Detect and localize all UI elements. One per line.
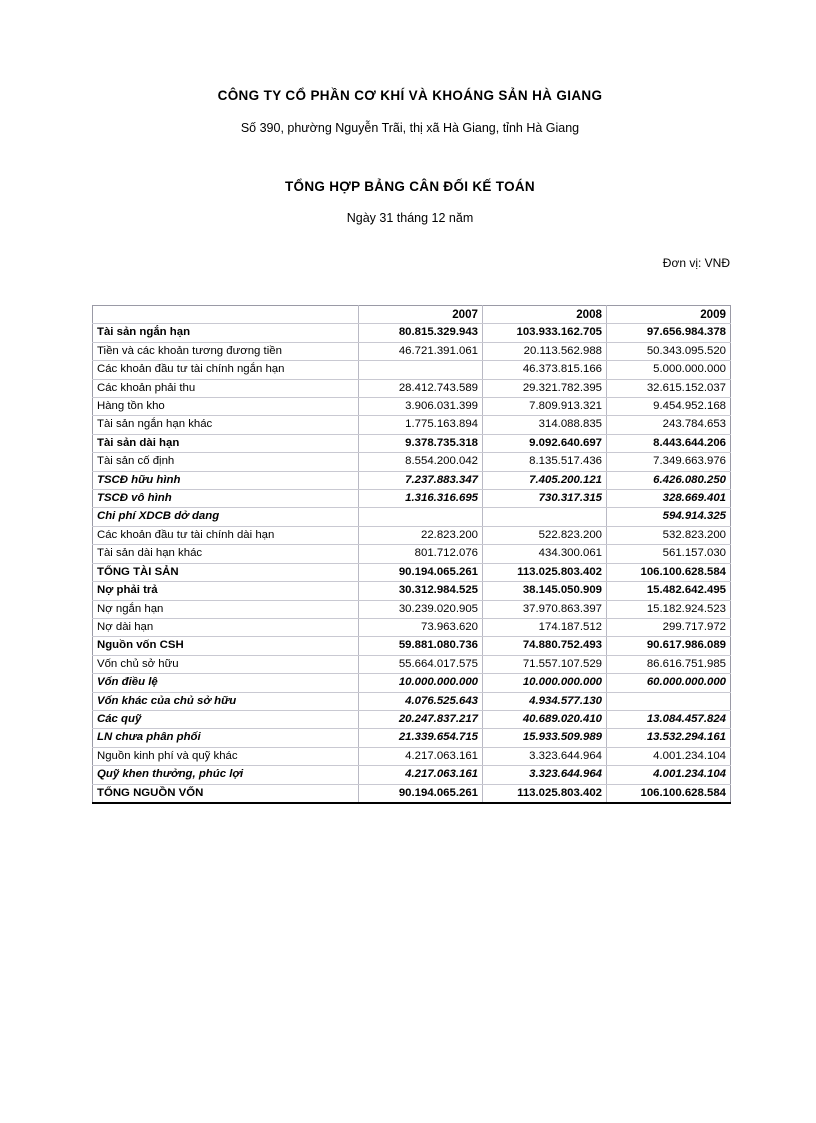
row-value-2007: 30.239.020.905 <box>359 600 483 618</box>
row-label: LN chưa phân phối <box>93 729 359 747</box>
table-row <box>93 471 731 489</box>
document-header <box>90 88 730 226</box>
row-label: Các khoản đầu tư tài chính dài hạn <box>93 526 359 544</box>
row-value-2008: 20.113.562.988 <box>483 342 607 360</box>
row-value-2009: 532.823.200 <box>607 526 731 544</box>
table-row <box>93 784 731 803</box>
table-row <box>93 766 731 784</box>
column-header-2007: 2007 <box>359 306 483 324</box>
row-value-2009: 328.669.401 <box>607 490 731 508</box>
table-row <box>93 655 731 673</box>
row-value-2009: 90.617.986.089 <box>607 637 731 655</box>
balance-sheet-table <box>92 305 731 804</box>
row-value-2008: 10.000.000.000 <box>483 674 607 692</box>
row-value-2009: 299.717.972 <box>607 618 731 636</box>
table-row <box>93 692 731 710</box>
row-label: TỔNG NGUỒN VỐN <box>93 784 359 803</box>
row-label: Các khoản phải thu <box>93 379 359 397</box>
row-label: Quỹ khen thưởng, phúc lợi <box>93 766 359 784</box>
row-value-2008: 46.373.815.166 <box>483 361 607 379</box>
row-label: Hàng tồn kho <box>93 398 359 416</box>
row-value-2008: 3.323.644.964 <box>483 766 607 784</box>
row-value-2007: 1.775.163.894 <box>359 416 483 434</box>
table-row <box>93 508 731 526</box>
row-value-2007: 90.194.065.261 <box>359 784 483 803</box>
row-value-2008: 3.323.644.964 <box>483 747 607 765</box>
table-row <box>93 637 731 655</box>
row-value-2007: 3.906.031.399 <box>359 398 483 416</box>
row-value-2007: 80.815.329.943 <box>359 324 483 342</box>
row-label: Các quỹ <box>93 710 359 728</box>
row-label: Tài sản ngắn hạn <box>93 324 359 342</box>
row-value-2008: 730.317.315 <box>483 490 607 508</box>
report-date: Ngày 31 tháng 12 năm <box>346 211 474 225</box>
row-label: TỔNG TÀI SẢN <box>93 563 359 581</box>
row-value-2007: 73.963.620 <box>359 618 483 636</box>
row-value-2009: 106.100.628.584 <box>607 784 731 803</box>
row-value-2008: 7.809.913.321 <box>483 398 607 416</box>
row-value-2007: 21.339.654.715 <box>359 729 483 747</box>
row-value-2008: 434.300.061 <box>483 545 607 563</box>
row-value-2008 <box>483 508 607 526</box>
row-value-2008: 314.088.835 <box>483 416 607 434</box>
row-value-2008: 522.823.200 <box>483 526 607 544</box>
row-value-2008: 37.970.863.397 <box>483 600 607 618</box>
row-value-2008: 40.689.020.410 <box>483 710 607 728</box>
row-value-2007: 55.664.017.575 <box>359 655 483 673</box>
row-value-2007: 801.712.076 <box>359 545 483 563</box>
table-row <box>93 490 731 508</box>
table-row <box>93 582 731 600</box>
row-value-2009: 243.784.653 <box>607 416 731 434</box>
company-name: CÔNG TY CỔ PHẦN CƠ KHÍ VÀ KHOÁNG SẢN HÀ GIANG <box>217 88 603 103</box>
row-value-2007: 4.217.063.161 <box>359 766 483 784</box>
row-value-2009: 13.532.294.161 <box>607 729 731 747</box>
row-value-2007: 8.554.200.042 <box>359 453 483 471</box>
table-row <box>93 416 731 434</box>
row-value-2009: 7.349.663.976 <box>607 453 731 471</box>
row-label: Chi phí XDCB dở dang <box>93 508 359 526</box>
row-value-2009: 97.656.984.378 <box>607 324 731 342</box>
row-value-2009: 4.001.234.104 <box>607 747 731 765</box>
row-value-2007 <box>359 361 483 379</box>
row-value-2009: 594.914.325 <box>607 508 731 526</box>
table-row <box>93 545 731 563</box>
table-row <box>93 747 731 765</box>
table-body <box>93 324 731 803</box>
row-value-2009: 15.182.924.523 <box>607 600 731 618</box>
row-value-2008: 113.025.803.402 <box>483 784 607 803</box>
row-value-2009: 50.343.095.520 <box>607 342 731 360</box>
row-value-2009: 15.482.642.495 <box>607 582 731 600</box>
table-row <box>93 324 731 342</box>
row-value-2009: 9.454.952.168 <box>607 398 731 416</box>
row-value-2009: 86.616.751.985 <box>607 655 731 673</box>
table-row <box>93 361 731 379</box>
row-label: TSCĐ hữu hình <box>93 471 359 489</box>
table-row <box>93 379 731 397</box>
row-value-2008: 38.145.050.909 <box>483 582 607 600</box>
row-value-2007: 4.217.063.161 <box>359 747 483 765</box>
row-value-2007: 1.316.316.695 <box>359 490 483 508</box>
row-value-2008: 113.025.803.402 <box>483 563 607 581</box>
table-row <box>93 600 731 618</box>
row-value-2009: 8.443.644.206 <box>607 434 731 452</box>
row-value-2007: 9.378.735.318 <box>359 434 483 452</box>
row-label: Tài sản ngắn hạn khác <box>93 416 359 434</box>
table-row <box>93 674 731 692</box>
row-value-2009: 32.615.152.037 <box>607 379 731 397</box>
row-label: Vốn chủ sở hữu <box>93 655 359 673</box>
column-header-label <box>93 306 359 324</box>
row-value-2008: 74.880.752.493 <box>483 637 607 655</box>
row-value-2008: 103.933.162.705 <box>483 324 607 342</box>
row-label: Nợ ngắn hạn <box>93 600 359 618</box>
row-label: Nguồn vốn CSH <box>93 637 359 655</box>
table-header <box>93 306 731 324</box>
row-value-2008: 8.135.517.436 <box>483 453 607 471</box>
table-row <box>93 710 731 728</box>
row-value-2009: 6.426.080.250 <box>607 471 731 489</box>
row-value-2009: 60.000.000.000 <box>607 674 731 692</box>
row-value-2007: 46.721.391.061 <box>359 342 483 360</box>
row-value-2009: 4.001.234.104 <box>607 766 731 784</box>
row-value-2007: 7.237.883.347 <box>359 471 483 489</box>
row-label: Tài sản dài hạn <box>93 434 359 452</box>
table-row <box>93 526 731 544</box>
row-label: Vốn điều lệ <box>93 674 359 692</box>
row-value-2009 <box>607 692 731 710</box>
row-value-2007: 20.247.837.217 <box>359 710 483 728</box>
row-value-2008: 4.934.577.130 <box>483 692 607 710</box>
report-title: TỔNG HỢP BẢNG CÂN ĐỐI KẾ TOÁN <box>285 179 535 194</box>
row-value-2008: 29.321.782.395 <box>483 379 607 397</box>
row-value-2007: 90.194.065.261 <box>359 563 483 581</box>
table-header-row <box>93 306 731 324</box>
row-label: Nợ dài hạn <box>93 618 359 636</box>
row-value-2008: 7.405.200.121 <box>483 471 607 489</box>
table-row <box>93 618 731 636</box>
table-row <box>93 453 731 471</box>
row-label: Nguồn kinh phí và quỹ khác <box>93 747 359 765</box>
row-label: Tài sản cố định <box>93 453 359 471</box>
row-value-2007: 30.312.984.525 <box>359 582 483 600</box>
row-label: Các khoản đầu tư tài chính ngắn hạn <box>93 361 359 379</box>
row-value-2009: 106.100.628.584 <box>607 563 731 581</box>
table-row <box>93 434 731 452</box>
row-value-2009: 561.157.030 <box>607 545 731 563</box>
table-row <box>93 563 731 581</box>
row-label: Nợ phải trả <box>93 582 359 600</box>
table-row <box>93 342 731 360</box>
column-header-2008: 2008 <box>483 306 607 324</box>
row-label: Vốn khác của chủ sở hữu <box>93 692 359 710</box>
table-row <box>93 398 731 416</box>
currency-unit-label: Đơn vị: VNĐ <box>662 256 730 270</box>
row-value-2008: 174.187.512 <box>483 618 607 636</box>
company-address: Số 390, phường Nguyễn Trãi, thị xã Hà Giang, tỉnh Hà Giang <box>240 121 580 135</box>
row-value-2007: 4.076.525.643 <box>359 692 483 710</box>
row-value-2007: 28.412.743.589 <box>359 379 483 397</box>
row-value-2008: 9.092.640.697 <box>483 434 607 452</box>
row-value-2008: 71.557.107.529 <box>483 655 607 673</box>
row-value-2008: 15.933.509.989 <box>483 729 607 747</box>
row-value-2009: 13.084.457.824 <box>607 710 731 728</box>
row-value-2009: 5.000.000.000 <box>607 361 731 379</box>
row-label: TSCĐ vô hình <box>93 490 359 508</box>
row-label: Tiền và các khoản tương đương tiền <box>93 342 359 360</box>
row-value-2007: 22.823.200 <box>359 526 483 544</box>
row-value-2007 <box>359 508 483 526</box>
row-value-2007: 10.000.000.000 <box>359 674 483 692</box>
row-label: Tài sản dài hạn khác <box>93 545 359 563</box>
balance-sheet-table-container <box>92 305 730 804</box>
column-header-2009: 2009 <box>607 306 731 324</box>
row-value-2007: 59.881.080.736 <box>359 637 483 655</box>
table-row <box>93 729 731 747</box>
